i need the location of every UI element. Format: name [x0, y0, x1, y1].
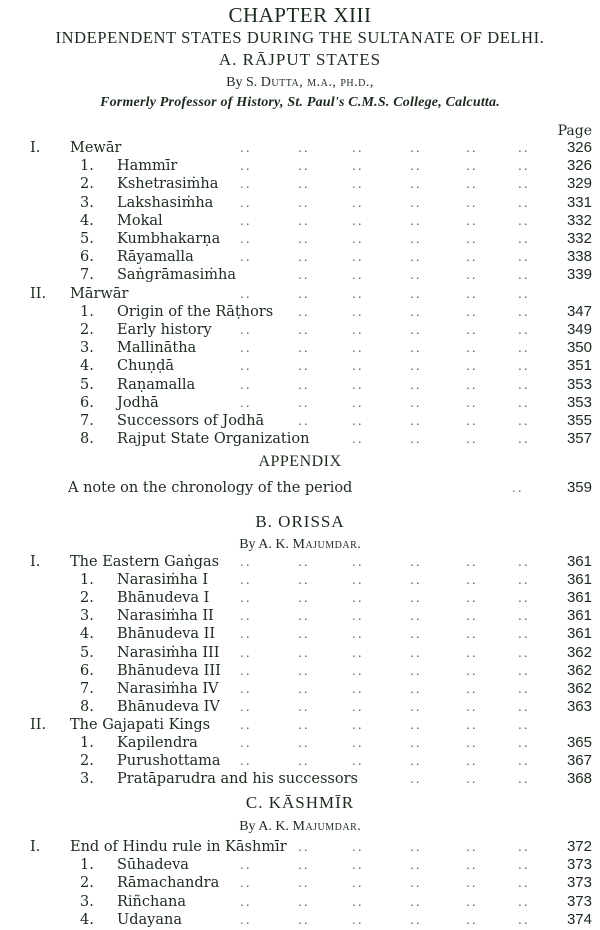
toc-entry-number: 3. — [80, 608, 94, 625]
toc-entry-page: 373 — [566, 856, 592, 874]
toc-entry-number: 5. — [80, 231, 94, 247]
page-column-header: Page — [557, 123, 592, 139]
toc-entry-number: 7. — [80, 413, 94, 429]
chapter-number: CHAPTER XIII — [228, 3, 372, 27]
toc-entry[interactable] — [0, 607, 600, 625]
dot-leaders: .. .. .. .. .. .. — [240, 894, 530, 909]
byline-prefix: By S. — [226, 75, 261, 90]
dot-leaders: .. .. .. .. .. .. — [240, 250, 530, 265]
toc-entry-number: I. — [30, 554, 41, 570]
toc-entry-page: 367 — [566, 752, 592, 770]
toc-entry-page: 362 — [566, 679, 592, 697]
toc-entry-label: Mallinātha — [117, 340, 197, 357]
toc-entry-number: 7. — [80, 267, 94, 284]
toc-entry-page: 361 — [566, 571, 592, 589]
appendix-entry-label: A note on the chronology of the period — [68, 480, 353, 496]
dot-leaders: .. .. .. .. .. — [298, 414, 530, 428]
toc-entry-label: Kapilendra — [117, 735, 198, 751]
dot-leaders: .. .. .. .. .. .. — [240, 912, 530, 927]
toc-entry[interactable] — [0, 698, 600, 716]
dot-leaders: .. .. .. .. .. .. — [240, 645, 530, 660]
byline-prefix: By A. K. — [239, 819, 293, 834]
toc-entry-number: 1. — [80, 857, 94, 874]
toc-entry[interactable] — [0, 339, 600, 357]
toc-entry-label: Raṇamalla — [117, 376, 196, 393]
toc-entry-label: Lakshasiṁha — [117, 194, 214, 211]
dot-leaders: .. .. .. .. .. .. — [240, 717, 530, 732]
dot-leaders: .. .. .. .. .. .. — [240, 286, 530, 301]
toc-entry-label: Purushottama — [117, 753, 221, 770]
dot-leaders: .. .. .. .. .. .. — [240, 395, 530, 410]
toc-entry[interactable] — [0, 194, 600, 212]
toc-entry-number: 1. — [80, 303, 94, 320]
toc-entry[interactable] — [0, 230, 600, 248]
dot-leaders: .. .. .. .. .. .. — [240, 341, 530, 356]
toc-entry-number: I. — [30, 140, 41, 156]
dot-leaders: .. .. .. .. .. .. — [240, 754, 530, 769]
toc-entry[interactable] — [0, 285, 600, 303]
toc-entry-page: 329 — [566, 175, 592, 193]
toc-entry-label: Bhānudeva II — [117, 626, 216, 643]
toc-entry-page: 351 — [566, 357, 592, 375]
toc-entry-page: 357 — [566, 430, 592, 448]
appendix-heading: APPENDIX — [258, 453, 342, 470]
toc-entry-page: 339 — [566, 266, 592, 284]
toc-entry[interactable] — [0, 770, 600, 788]
toc-entry-page: 326 — [566, 139, 592, 156]
toc-entry-label: Bhānudeva IV — [117, 698, 220, 715]
toc-entry-label: Saṅgrāmasiṁha — [117, 267, 236, 284]
toc-entry[interactable] — [0, 752, 600, 770]
section-a-heading: A. RĀJPUT STATES — [218, 50, 382, 69]
toc-entry-number: 1. — [80, 158, 94, 175]
dot-leaders: .. .. .. .. .. .. — [240, 876, 530, 891]
dot-leaders: .. .. .. .. .. .. — [240, 195, 530, 210]
dot-leaders: .. .. .. .. .. .. — [240, 591, 530, 606]
toc-entry[interactable] — [0, 893, 600, 911]
appendix-entry-page: 359 — [566, 479, 592, 496]
dot-leaders: .. .. .. .. .. .. — [240, 177, 530, 192]
toc-entry[interactable] — [0, 553, 600, 571]
toc-entry-page: 353 — [566, 393, 592, 411]
toc-entry[interactable] — [0, 266, 600, 284]
dot-leaders: .. .. .. .. .. .. — [240, 609, 530, 624]
dot-leaders: .. .. .. .. .. .. — [240, 359, 530, 374]
toc-entry-page: 365 — [566, 734, 592, 751]
toc-entry[interactable] — [0, 376, 600, 394]
section-c-byline — [0, 819, 600, 835]
section-a-byline — [0, 75, 600, 91]
toc-entry-label: Mārwār — [70, 285, 129, 302]
dot-leaders: .. .. .. .. .. .. — [240, 232, 530, 246]
byline-suffix: . — [357, 537, 361, 552]
toc-entry[interactable] — [0, 175, 600, 193]
toc-entry-number: 2. — [80, 753, 94, 770]
toc-entry-page: 332 — [566, 211, 592, 229]
toc-entry[interactable] — [0, 856, 600, 874]
dot-leaders: .. .. .. .. .. .. — [240, 736, 530, 750]
toc-entry-number: 7. — [80, 680, 94, 697]
dot-leaders: .. .. .. — [410, 772, 530, 787]
toc-entry-label: The Gajapati Kings — [70, 716, 211, 733]
toc-entry-number: 6. — [80, 249, 94, 266]
toc-entry-label: Sūhadeva — [117, 857, 189, 874]
toc-entry-page: 362 — [566, 643, 592, 661]
toc-entry[interactable] — [0, 157, 600, 175]
toc-entry-number: 3. — [80, 340, 94, 357]
toc-entry[interactable] — [0, 911, 600, 929]
toc-entry-label: Narasiṁha III — [117, 644, 220, 661]
toc-entry-page: 363 — [566, 697, 592, 715]
toc-entry-page: 347 — [566, 302, 592, 320]
toc-entry-number: 5. — [80, 376, 94, 393]
dot-leaders: .. .. .. .. .. .. — [240, 213, 530, 228]
byline-suffix: . — [357, 819, 361, 834]
toc-entry-page: 373 — [566, 892, 592, 910]
toc-entry-number: 3. — [80, 194, 94, 211]
toc-entry-page: 331 — [566, 193, 592, 211]
toc-entry-label: Bhānudeva III — [117, 662, 221, 679]
toc-entry[interactable] — [0, 412, 600, 430]
toc-entry-page: 349 — [566, 321, 592, 338]
toc-entry-number: II. — [30, 285, 47, 302]
toc-entry-number: 2. — [80, 322, 94, 338]
toc-entry-page: 350 — [566, 339, 592, 357]
dot-leaders: .. .. .. .. — [352, 432, 530, 447]
toc-entry-page: 361 — [566, 553, 592, 570]
toc-entry-label: Rāmachandra — [117, 875, 220, 892]
dot-leaders: .. .. .. .. .. — [298, 304, 530, 319]
toc-entry[interactable] — [0, 644, 600, 662]
toc-entry-number: 6. — [80, 662, 94, 679]
toc-entry[interactable] — [0, 662, 600, 680]
dot-leaders: .. .. .. .. .. .. — [240, 141, 530, 155]
section-a-affiliation: Formerly Professor of History, St. Paul's C.M.S. College, Calcutta. — [100, 95, 500, 110]
section-c-heading: C. KĀSHMĪR — [245, 793, 355, 812]
toc-entry-label: Origin of the Rāṭhors — [117, 303, 274, 320]
dot-leaders: .. .. .. .. .. .. — [240, 573, 530, 588]
dot-leaders: .. .. .. .. .. .. — [240, 627, 530, 642]
toc-entry-number: II. — [30, 716, 47, 733]
dot-leaders: .. .. .. .. .. .. — [240, 159, 530, 174]
toc-entry[interactable] — [0, 716, 600, 734]
toc-entry-page: 332 — [566, 230, 592, 247]
chapter-title: INDEPENDENT STATES DURING THE SULTANATE OF DELHI. — [55, 28, 545, 47]
toc-entry[interactable] — [0, 430, 600, 448]
toc-entry[interactable] — [0, 248, 600, 266]
toc-entry[interactable] — [0, 394, 600, 412]
byline-author: Majumdar — [292, 537, 358, 552]
toc-entry[interactable] — [0, 212, 600, 230]
toc-entry-page: 368 — [566, 770, 592, 788]
toc-entry-label: Jodhā — [117, 394, 159, 411]
toc-entry[interactable] — [0, 625, 600, 643]
toc-entry[interactable] — [0, 680, 600, 698]
toc-entry-number: 4. — [80, 358, 94, 375]
toc-entry-number: 8. — [80, 698, 94, 715]
toc-entry-page: 326 — [566, 157, 592, 175]
dot-leaders: .. .. .. .. .. .. — [240, 555, 530, 569]
toc-entry-page: 361 — [566, 607, 592, 625]
toc-entry-label: Mewār — [70, 140, 122, 156]
appendix-entry[interactable] — [0, 479, 600, 497]
toc-entry[interactable] — [0, 139, 600, 157]
dot-leaders: .. .. .. .. .. .. — [240, 663, 530, 678]
toc-entry-page: 361 — [566, 589, 592, 607]
toc-entry-page: 361 — [566, 625, 592, 643]
dot-leaders: .. .. .. .. .. — [298, 268, 530, 283]
toc-entry-label: Chuṇḍā — [117, 358, 175, 375]
toc-entry-page: 372 — [566, 838, 592, 855]
byline-author: Dutta — [260, 75, 300, 90]
toc-entry-label: Early history — [117, 322, 212, 338]
toc-entry-label: Kshetrasiṁha — [117, 176, 219, 193]
toc-entry-number: 3. — [80, 771, 94, 788]
toc-entry-number: 4. — [80, 212, 94, 229]
toc-entry[interactable] — [0, 838, 600, 856]
toc-entry-label: The Eastern Gaṅgas — [70, 554, 220, 570]
toc-entry-number: 2. — [80, 590, 94, 607]
toc-entry-label: End of Hindu rule in Kāshmīr — [70, 839, 287, 855]
toc-entry[interactable] — [0, 357, 600, 375]
toc-entry[interactable] — [0, 734, 600, 752]
toc-entry-number: 4. — [80, 626, 94, 643]
toc-entry-label: Udayana — [117, 911, 182, 928]
toc-entry-label: Rajput State Organization — [117, 431, 310, 448]
toc-entry-label: Pratāparudra and his successors — [117, 771, 358, 788]
byline-suffix: , m.a., ph.d., — [299, 75, 374, 90]
dot-leaders: .. .. .. .. .. .. — [240, 377, 530, 392]
toc-entry-number: 5. — [80, 644, 94, 661]
toc-entry-label: Riñchana — [117, 893, 186, 910]
byline-prefix: By A. K. — [239, 537, 293, 552]
toc-entry-number: 4. — [80, 911, 94, 928]
toc-entry[interactable] — [0, 874, 600, 892]
toc-entry-label: Mokal — [117, 212, 163, 229]
dot-leaders: .. .. .. .. .. .. — [240, 699, 530, 714]
toc-entry-page: 373 — [566, 874, 592, 892]
toc-entry[interactable] — [0, 321, 600, 339]
toc-entry-number: 3. — [80, 893, 94, 910]
toc-entry-label: Rāyamalla — [117, 249, 194, 266]
toc-entry-label: Narasiṁha II — [117, 608, 214, 625]
dot-leaders: .. .. .. .. .. .. — [240, 323, 530, 337]
toc-entry-label: Successors of Jodhā — [117, 413, 265, 429]
toc-entry-page: 355 — [566, 412, 592, 429]
toc-entry-number: I. — [30, 839, 41, 855]
toc-entry[interactable] — [0, 589, 600, 607]
toc-entry-label: Narasiṁha I — [117, 572, 209, 589]
toc-entry-number: 1. — [80, 735, 94, 751]
dot-leaders: .. .. .. .. .. — [298, 840, 530, 854]
section-b-heading: B. ORISSA — [255, 512, 345, 531]
toc-entry[interactable] — [0, 303, 600, 321]
toc-entry-number: 8. — [80, 431, 94, 448]
dot-leaders: .. .. .. .. .. .. — [240, 858, 530, 873]
toc-entry-label: Bhānudeva I — [117, 590, 210, 607]
toc-entry-page: 353 — [566, 375, 592, 393]
toc-entry[interactable] — [0, 571, 600, 589]
toc-entry-number: 6. — [80, 394, 94, 411]
dot-leaders: .. — [512, 481, 524, 495]
toc-entry-label: Hammīr — [117, 158, 178, 175]
toc-entry-number: 2. — [80, 875, 94, 892]
toc-entry-label: Kumbhakarṇa — [117, 231, 221, 247]
dot-leaders: .. .. .. .. .. .. — [240, 681, 530, 696]
section-b-byline — [0, 537, 600, 553]
toc-entry-page: 338 — [566, 248, 592, 266]
toc-entry-number: 1. — [80, 572, 94, 589]
toc-entry-number: 2. — [80, 176, 94, 193]
toc-entry-page: 362 — [566, 661, 592, 679]
toc-entry-label: Narasiṁha IV — [117, 680, 219, 697]
byline-author: Majumdar — [292, 819, 358, 834]
toc-entry-page: 374 — [566, 910, 592, 928]
